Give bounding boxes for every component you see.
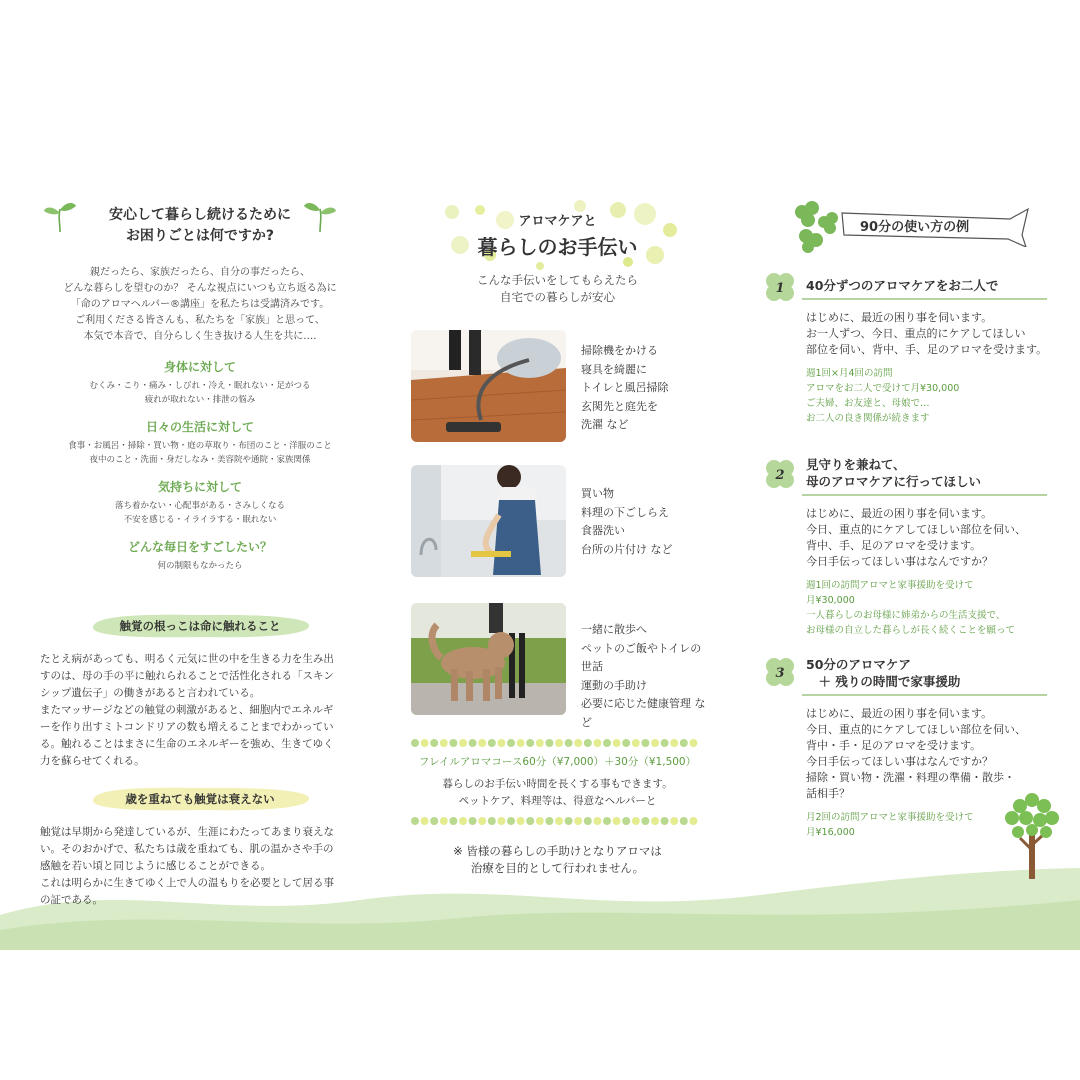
service-row-kitchen xyxy=(411,465,711,580)
sprout-icon xyxy=(42,199,78,233)
service-list xyxy=(581,342,668,435)
divider-dot xyxy=(622,817,630,825)
plan-line: 月¥16,000 xyxy=(806,827,855,838)
body-line: 今日、重点的にケアしてほしい部位を伺い、 xyxy=(806,523,1026,536)
divider-dot xyxy=(449,817,457,825)
body-line: 話相手？ xyxy=(806,787,850,800)
section-pill xyxy=(85,784,315,814)
divider-dot xyxy=(680,817,688,825)
course-note-line: 暮らしのお手伝い時間を長くする事もできます。 xyxy=(442,778,673,790)
pill-label: 触覚の根っこは命に触れること xyxy=(119,619,281,633)
category-line: 何の制限もなかったら xyxy=(157,561,243,571)
divider-dot xyxy=(632,817,640,825)
divider-dot xyxy=(488,817,496,825)
intro-line: 親だったら、家族だったら、自分の事だったら、 xyxy=(90,267,310,278)
intro-line: ご利用くださる皆さんも、私たちを「家族」と思って、 xyxy=(75,315,325,326)
category-lines xyxy=(40,559,360,573)
para-line: 感触を若い頃と同じように感じることができる。 xyxy=(40,860,271,872)
divider-dot xyxy=(641,739,649,747)
category-head: どんな毎日をすごしたい？ xyxy=(127,540,272,554)
para-line: ーを作り出すミトコンドリアの数も増えることまでわかってい xyxy=(40,721,334,733)
clover-icon xyxy=(790,200,842,254)
section-plan xyxy=(806,366,1062,426)
divider-dot xyxy=(651,817,659,825)
para-line: い。そのおかげで、私たちは歳を重ねても、肌の温かさや手の xyxy=(40,843,334,855)
category-head: 気持ちに対して xyxy=(157,480,242,494)
category-line: 不安を感じる・イライラする・眠れない xyxy=(123,515,277,525)
plan-line: 週1回の訪問アロマと家事援助を受けて xyxy=(806,580,974,591)
clover-number-badge xyxy=(764,656,796,688)
course-note-line: ペットケア、料理等は、得意なヘルパーと xyxy=(458,795,657,807)
divider-dot xyxy=(584,739,592,747)
course-price: フレイルアロマコース60分（¥7,000）＋30分（¥1,500） xyxy=(418,756,697,768)
middle-title xyxy=(405,200,710,270)
divider-dot xyxy=(574,739,582,747)
divider-dot xyxy=(584,817,592,825)
category-lines xyxy=(40,379,360,407)
body-line: はじめに、最近の困り事を伺います。 xyxy=(806,707,993,720)
subtitle-line: こんな手伝いをしてもらえたら xyxy=(477,273,638,287)
section-body xyxy=(806,706,1062,802)
service-item: トイレと風呂掃除 xyxy=(581,381,669,394)
title-small: アロマケアと xyxy=(518,214,597,229)
plan-line: 週1回×月4回の訪問 xyxy=(806,368,893,379)
section-heading xyxy=(806,275,1062,294)
dotted-divider xyxy=(410,815,700,827)
svg-text:3: 3 xyxy=(775,666,785,681)
divider-dot xyxy=(574,817,582,825)
service-row-walking xyxy=(411,603,711,729)
example-section-1 xyxy=(762,275,1062,426)
section-underline xyxy=(802,494,1047,496)
category-line: 夜中のこと・洗面・身だしなみ・美容院や通院・家族関係 xyxy=(89,455,311,465)
para-line: すのは、母の手の平に触れられることで活性化される「スキン xyxy=(40,670,334,682)
category-head: 日々の生活に対して xyxy=(145,420,254,434)
tree-icon xyxy=(998,790,1066,880)
section-heading-line: ＋ 残りの時間で家事援助 xyxy=(806,674,961,689)
service-item: 掃除機をかける xyxy=(581,344,658,357)
divider-dot xyxy=(545,817,553,825)
service-item: 台所の片付け など xyxy=(581,542,673,556)
section-underline xyxy=(802,298,1047,300)
section-heading xyxy=(806,656,1062,690)
divider-dot xyxy=(517,739,525,747)
plan-line: 一人暮らしのお母様に姉弟からの生活支援で、 xyxy=(806,610,1006,621)
divider-dot xyxy=(488,739,496,747)
body-line: はじめに、最近の困り事を伺います。 xyxy=(806,311,993,324)
divider-dot xyxy=(622,739,630,747)
disclaimer-line: 治療を目的として行われません。 xyxy=(470,861,645,875)
sprout-icon xyxy=(302,199,338,233)
clover-number-badge xyxy=(764,458,796,490)
intro-line: 本気で本音で、自分らしく生き抜ける人生を共に…. xyxy=(83,331,317,342)
para-line: これは明らかに生きてゆく上で人の温もりを必要として居る事 xyxy=(40,877,334,889)
vacuum-cleaning-photo xyxy=(411,330,566,442)
category-line: 落ち着かない・心配事がある・さみしくなる xyxy=(114,501,285,511)
section-pill xyxy=(85,611,315,641)
divider-dot xyxy=(661,817,669,825)
divider-dot xyxy=(536,817,544,825)
divider-dot xyxy=(411,817,419,825)
body-line: 背中・手・足のアロマを受けます。 xyxy=(806,739,982,752)
para-line: またマッサージなどの触覚の刺激があると、細胞内でエネルギ xyxy=(40,704,334,716)
intro-line: 「命のアロマヘルパー®講座」を私たちは受講済みです。 xyxy=(70,299,330,310)
divider-dot xyxy=(603,817,611,825)
divider-dot xyxy=(545,739,553,747)
left-title-line: 安心して暮らし続けるために xyxy=(109,207,291,223)
divider-dot xyxy=(536,739,544,747)
divider-dot xyxy=(421,817,429,825)
divider-dot xyxy=(632,739,640,747)
section-heading-line: 母のアロマケアに行ってほしい xyxy=(806,474,982,489)
service-item: 寝具を綺麗に xyxy=(581,362,647,376)
service-list xyxy=(581,485,673,559)
body-line: 部位を伺い、背中、手、足のアロマを受けます。 xyxy=(806,343,1048,356)
section-body xyxy=(806,310,1062,358)
divider-dot xyxy=(507,739,515,747)
example-section-2 xyxy=(762,456,1062,638)
divider-dot xyxy=(565,739,573,747)
service-list xyxy=(581,621,711,732)
divider-dot xyxy=(497,739,505,747)
para-line: の証である。 xyxy=(40,894,103,906)
divider-dot xyxy=(421,739,429,747)
divider-dot xyxy=(430,739,438,747)
course-note xyxy=(405,776,710,810)
divider-dot xyxy=(459,817,467,825)
divider-dot xyxy=(613,817,621,825)
divider-dot xyxy=(411,739,419,747)
divider-dot xyxy=(613,739,621,747)
left-intro xyxy=(40,265,360,345)
subtitle-line: 自宅での暮らしが安心 xyxy=(500,290,615,304)
body-line: 今日、重点的にケアしてほしい部位を伺い、 xyxy=(806,723,1026,736)
divider-dot xyxy=(440,817,448,825)
divider-dot xyxy=(507,817,515,825)
divider-dot xyxy=(430,817,438,825)
divider-dot xyxy=(603,739,611,747)
section-heading xyxy=(806,456,1062,490)
body-line: 今日手伝ってほしい事はなんですか？ xyxy=(806,555,993,568)
category-lines xyxy=(40,499,360,527)
divider-dot xyxy=(478,817,486,825)
body-line: 今日手伝ってほしい事はなんですか？ xyxy=(806,755,993,768)
section-underline xyxy=(802,694,1047,696)
plan-line: 月¥30,000 xyxy=(806,595,855,606)
service-item: 必要に応じた健康管理 など xyxy=(581,697,706,729)
service-item: 運動の手助け xyxy=(581,678,647,692)
divider-dot xyxy=(497,817,505,825)
plan-line: ご夫婦、お友達と、母娘で… xyxy=(806,398,930,409)
section-body xyxy=(806,506,1062,570)
category-head: 身体に対して xyxy=(163,360,236,374)
divider-dot xyxy=(641,817,649,825)
para-line: 触覚は早期から発達しているが、生涯にわたってあまり衰えな xyxy=(40,826,334,838)
service-item: 玄関先と庭先を xyxy=(581,399,658,413)
divider-dot xyxy=(478,739,486,747)
divider-dot xyxy=(689,817,697,825)
divider-dot xyxy=(555,739,563,747)
ribbon-label: 90分の使い方の例 xyxy=(860,220,970,235)
kitchen-cooking-photo xyxy=(411,465,566,577)
divider-dot xyxy=(459,739,467,747)
divider-dot xyxy=(593,817,601,825)
divider-dot xyxy=(565,817,573,825)
service-item: 料理の下ごしらえ xyxy=(581,505,669,519)
plan-line: 月2回の訪問アロマと家事援助を受けて xyxy=(806,812,974,823)
para-line: る。触れることはまさに生命のエネルギーを強め、生きてゆく xyxy=(40,738,334,750)
aging-paragraph xyxy=(40,824,360,909)
disclaimer xyxy=(405,843,710,877)
body-line: 掃除・買い物・洗濯・料理の準備・散歩・ xyxy=(806,771,1015,784)
divider-dot xyxy=(651,739,659,747)
body-line: 背中、手、足のアロマを受けます。 xyxy=(806,539,982,552)
plan-line: お二人の良き関係が続きます xyxy=(806,413,930,424)
service-item: 洗濯 など xyxy=(581,418,629,431)
title-big: 暮らしのお手伝い xyxy=(477,235,638,259)
para-line: たとえ病があっても、明るく元気に世の中を生きる力を生み出 xyxy=(40,653,334,665)
divider-dot xyxy=(526,739,534,747)
svg-text:2: 2 xyxy=(775,468,785,483)
divider-dot xyxy=(661,739,669,747)
clover-number-badge xyxy=(764,271,796,303)
service-item: 買い物 xyxy=(581,487,614,500)
touch-paragraph xyxy=(40,651,360,770)
divider-dot xyxy=(440,739,448,747)
disclaimer-line: ※ 皆様の暮らしの手助けとなりアロマは xyxy=(453,844,662,858)
divider-dot xyxy=(670,739,678,747)
category-lines xyxy=(40,439,360,467)
service-item: 一緒に散歩へ xyxy=(581,623,647,636)
category-line: 食事・お風呂・掃除・買い物・庭の草取り・布団のこと・洋服のこと xyxy=(68,441,332,451)
divider-dot xyxy=(449,739,457,747)
service-row-cleaning xyxy=(411,330,711,445)
divider-dot xyxy=(469,739,477,747)
body-line: はじめに、最近の困り事を伺います。 xyxy=(806,507,993,520)
section-heading-line: 40分ずつのアロマケアをお二人で xyxy=(806,278,999,293)
divider-dot xyxy=(517,817,525,825)
divider-dot xyxy=(555,817,563,825)
body-line: お一人ずつ、今日、重点的にケアしてほしい xyxy=(806,327,1026,340)
para-line: 力を蘇らせてくれる。 xyxy=(40,755,145,767)
plan-line: お母様の自立した暮らしが長く続くことを願って xyxy=(806,625,1016,636)
service-item: 食器洗い xyxy=(581,524,625,537)
left-title-line: お困りごとは何ですか? xyxy=(125,228,275,244)
left-column xyxy=(40,205,360,909)
category-line: むくみ・こり・痛み・しびれ・冷え・眠れない・足がつる xyxy=(89,381,311,391)
divider-dot xyxy=(469,817,477,825)
plan-line: アロマをお二人で受けて月¥30,000 xyxy=(806,383,960,394)
category-line: 疲れが取れない・排泄の悩み xyxy=(144,395,256,405)
service-item: ペットのご飯やトイレの世話 xyxy=(581,641,702,673)
divider-dot xyxy=(680,739,688,747)
section-plan xyxy=(806,578,1062,638)
dog-walking-photo xyxy=(411,603,566,715)
divider-dot xyxy=(526,817,534,825)
divider-dot xyxy=(670,817,678,825)
svg-text:1: 1 xyxy=(775,281,785,296)
section-heading-line: 見守りを兼ねて、 xyxy=(806,457,906,472)
para-line: シップ遺伝子」の働きがあると言われている。 xyxy=(40,687,261,699)
middle-subtitle xyxy=(405,272,710,306)
divider-dot xyxy=(689,739,697,747)
intro-line: どんな暮らしを望むのか？ そんな視点にいつも立ち返る為に xyxy=(63,283,337,294)
pill-label: 歳を重ねても触覚は衰えない xyxy=(125,792,275,806)
middle-column xyxy=(405,200,710,306)
section-heading-line: 50分のアロマケア xyxy=(806,657,911,672)
divider-dot xyxy=(593,739,601,747)
dotted-divider xyxy=(410,737,700,749)
